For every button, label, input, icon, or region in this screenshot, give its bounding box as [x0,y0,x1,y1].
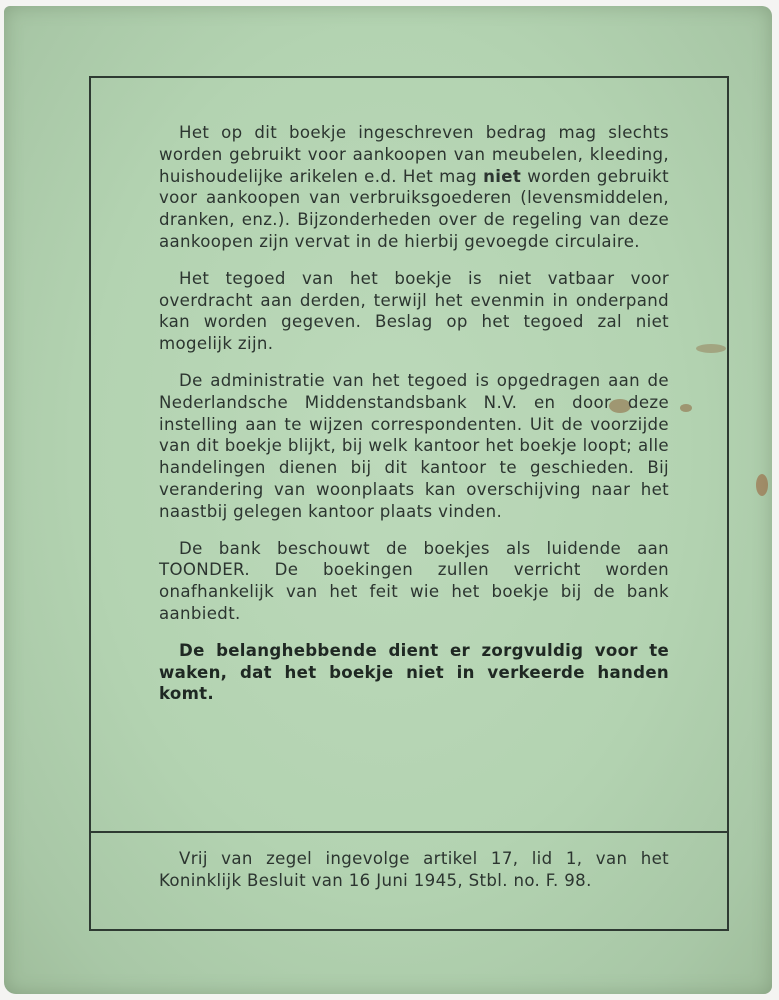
conditions-text [159,122,669,720]
stamp-exemption-note: Vrij van zegel ingevolge artikel 17, lid 1, van het Koninklijk Besluit van 16 Juni 1945, Stbl. no. F. 98. [159,849,669,890]
warning-paragraph: De belanghebbende dient er zorgvuldig voor te waken, dat het boekje niet in verkeerde handen komt. [159,640,669,704]
emphasis-niet: niet [483,166,522,186]
stain-mark [756,474,768,496]
paragraph-usage [159,122,669,253]
paragraph-administration: De administratie van het tegoed is opgedragen aan de Nederlandsche Middenstandsbank N.V. en door deze instelling aan te wijzen correspondenten. Uit de voorzijde van dit boekje blijkt, bij welk kantoor het boekje loopt; alle handelingen dienen bij dit kantoor te geschieden. Bij verandering van woonplaats kan overschijving naar het naastbij gelegen kantoor plaats vinden. [159,370,669,521]
text-frame [89,76,729,931]
paragraph-usage-end: worden gebruikt voor aankoopen van verbruiksgoederen (levensmiddelen, dranken, enz.). Bijzonderheden over de regeling van deze aankoopen zijn vervat in de hierbij gevoegde circulaire. [159,166,669,251]
divider-line [91,831,727,833]
paragraph-transfer: Het tegoed van het boekje is niet vatbaar voor overdracht aan derden, terwijl het evenmin in onderpand kan worden gegeven. Beslag op het tegoed zal niet mogelijk zijn. [159,268,669,354]
paragraph-bearer: De bank beschouwt de boekjes als luidende aan TOONDER. De boekingen zullen verricht worden onafhankelijk van het feit wie het boekje bij de bank aanbiedt. [159,538,669,623]
document-page [4,6,772,994]
paragraph-usage-start: Het op dit boekje ingeschreven bedrag mag slechts worden gebruikt voor aankoopen van meubelen, kleeding, huishoudelijke arikelen e.d. Het mag [159,123,669,186]
